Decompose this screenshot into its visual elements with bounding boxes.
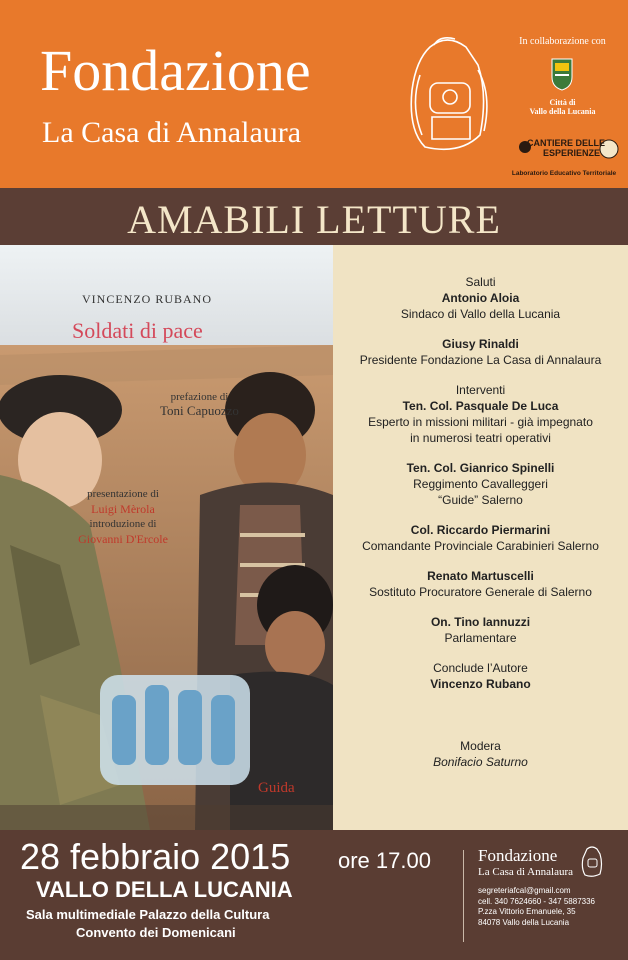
foundation-subtitle: La Casa di Annalaura	[42, 116, 302, 149]
section-modera: Modera	[460, 739, 501, 753]
city-label-line2: Vallo della Lucania	[529, 107, 596, 117]
speaker-role: Presidente Fondazione La Casa di Annalaura	[359, 353, 602, 367]
speaker-name: Ten. Col. Gianrico Spinelli	[406, 461, 555, 475]
speaker-name: Ten. Col. Pasquale De Luca	[402, 399, 559, 413]
book-author: VINCENZO RUBANO	[82, 292, 212, 306]
city-label-line1: Città di	[549, 98, 576, 107]
backpack-icon	[400, 35, 495, 160]
presentation-name: Luigi Mèrola	[91, 502, 155, 516]
speaker-name: Antonio Aloia	[441, 291, 520, 305]
footer-brand-sub: La Casa di Annalaura	[478, 866, 573, 878]
preface-label: prefazione di	[170, 391, 229, 403]
contact-address: P.zza Vittorio Emanuele, 35	[478, 907, 576, 916]
section-interventi: Interventi	[455, 383, 506, 397]
cantiere-logo-text	[527, 139, 605, 159]
footer-brand: Fondazione	[478, 846, 558, 865]
event-time: ore 17.00	[338, 848, 431, 873]
speaker-name: Giusy Rinaldi	[442, 337, 519, 351]
speaker-name: Renato Martuscelli	[427, 569, 534, 583]
cantiere-line2: ESPERIENZE	[543, 147, 601, 158]
speaker-role: Esperto in missioni militari - già impegnato	[368, 415, 593, 429]
book-presentation	[58, 487, 188, 547]
contact-phone: cell. 340 7624660 - 347 5887336	[478, 896, 595, 906]
speaker-role: “Guide” Salerno	[438, 493, 523, 507]
cantiere-line1: CANTIERE DELLE	[527, 138, 606, 148]
contact-info	[478, 886, 595, 928]
presentation-label: presentazione di	[87, 488, 159, 500]
contact-email[interactable]: segreteriafcal@gmail.com	[478, 886, 571, 895]
speaker-name: Vincenzo Rubano	[430, 677, 531, 691]
book-preface	[160, 390, 239, 418]
speaker-role: Comandante Provinciale Carabinieri Salerno	[362, 539, 599, 553]
section-conclude: Conclude l’Autore	[433, 661, 528, 675]
event-date: 28 febbraio 2015	[20, 836, 291, 877]
speaker-role: Sostituto Procuratore Generale di Salerno	[369, 585, 592, 599]
event-venue-detail: Convento dei Domenicani	[76, 925, 236, 940]
event-title: AMABILI LETTURE	[127, 197, 501, 242]
introduction-label: introduzione di	[89, 518, 157, 530]
lab-label: Laboratorio Educativo Territoriale	[511, 170, 617, 177]
moderator-name: Bonifacio Saturno	[433, 755, 528, 769]
speaker-role: Sindaco di Vallo della Lucania	[400, 307, 561, 321]
city-label	[505, 98, 620, 116]
preface-name: Toni Capuozzo	[160, 403, 239, 418]
introduction-name: Giovanni D'Ercole	[78, 532, 168, 546]
book-title: Soldati di pace	[72, 318, 203, 343]
contact-city: 84078 Vallo della Lucania	[478, 917, 570, 927]
speaker-name: Col. Riccardo Piermarini	[410, 523, 551, 537]
speaker-role: Reggimento Cavalleggeri	[413, 477, 548, 491]
event-city: VALLO DELLA LUCANIA	[36, 877, 293, 902]
footer-divider	[463, 850, 464, 942]
event-venue: Sala multimediale Palazzo della Cultura	[26, 907, 270, 922]
foundation-title: Fondazione	[40, 38, 311, 103]
speaker-name: On. Tino Iannuzzi	[430, 615, 531, 629]
city-crest-icon	[549, 55, 575, 91]
section-saluti: Saluti	[465, 275, 496, 289]
backpack-icon	[580, 846, 604, 878]
book-publisher: Guida	[258, 780, 295, 796]
program-list	[333, 274, 628, 770]
speaker-role: Parlamentare	[444, 631, 517, 645]
collaboration-label: In collaborazione con	[519, 36, 606, 47]
speaker-role: in numerosi teatri operativi	[410, 431, 551, 445]
